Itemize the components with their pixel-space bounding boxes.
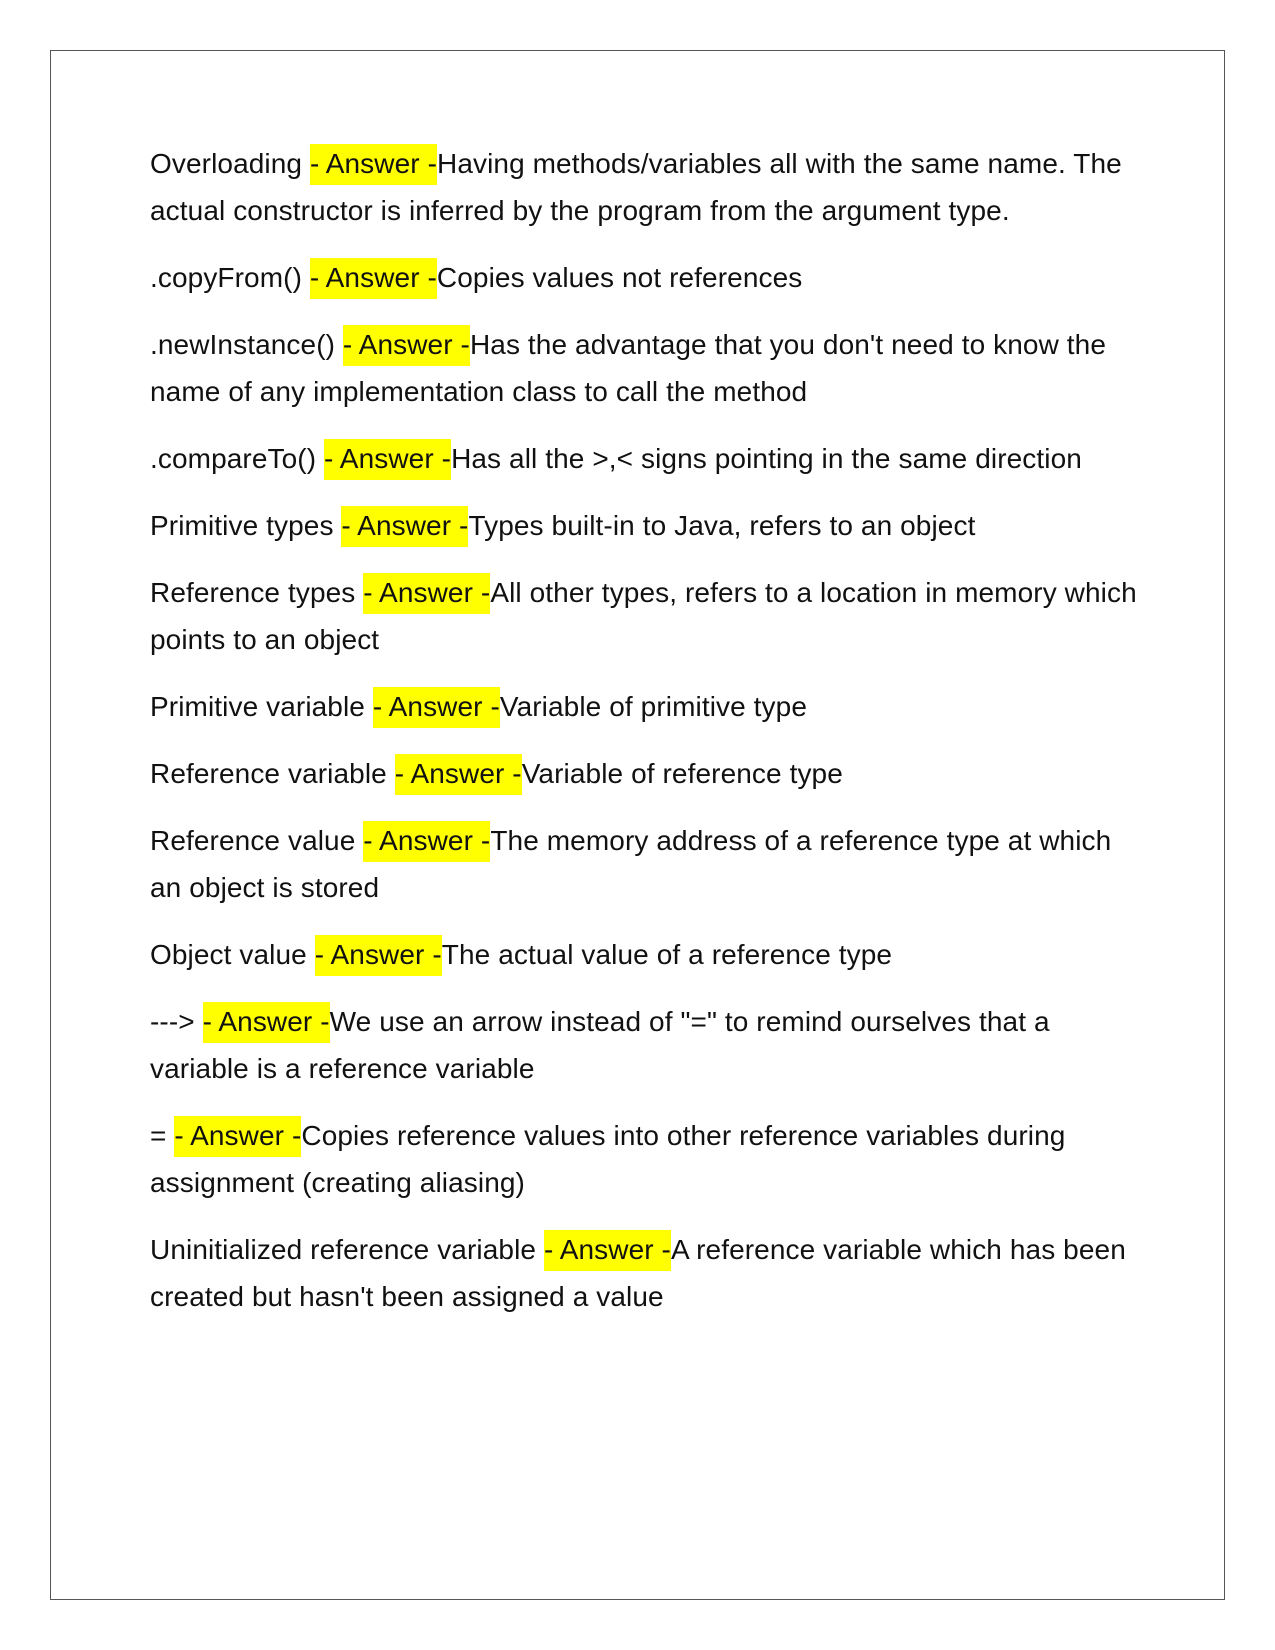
entry-definition: The memory address of a reference type at which an object is stored [150,825,1112,903]
answer-highlight: - Answer - [363,821,490,862]
entry-definition: Having methods/variables all with the same name. The actual constructor is inferred by the program from the argument type. [150,148,1122,226]
entry-object-value [150,931,1140,978]
entry-definition: Has all the >,< signs pointing in the same direction [451,443,1082,474]
entry-term: = [150,1120,175,1151]
entry-compareto [150,435,1140,482]
answer-highlight: - Answer - [310,258,437,299]
document-body [150,140,1140,1340]
answer-highlight: - Answer - [203,1002,330,1043]
entry-term: .newInstance() [150,329,343,360]
entry-term: Object value [150,939,315,970]
answer-highlight: - Answer - [544,1230,671,1271]
answer-highlight: - Answer - [395,754,522,795]
entry-definition: Copies reference values into other reference variables during assignment (creating aliasing) [150,1120,1066,1198]
entry-term: Overloading [150,148,310,179]
entry-reference-variable [150,750,1140,797]
entry-definition: All other types, refers to a location in memory which points to an object [150,577,1137,655]
entry-definition: Variable of reference type [521,758,843,789]
entry-term: Primitive types [150,510,342,541]
answer-highlight: - Answer - [363,573,490,614]
entry-term: Uninitialized reference variable [150,1234,544,1265]
entry-definition: Has the advantage that you don't need to know the name of any implementation class to call the method [150,329,1106,407]
entry-equals [150,1112,1140,1206]
answer-highlight: - Answer - [315,935,442,976]
entry-definition: Variable of primitive type [499,691,807,722]
answer-highlight: - Answer - [343,325,470,366]
answer-highlight: - Answer - [324,439,451,480]
entry-definition: We use an arrow instead of "=" to remind ourselves that a variable is a reference variable [150,1006,1050,1084]
entry-term: Reference types [150,577,364,608]
entry-copyfrom [150,254,1140,301]
entry-term: ---> [150,1006,203,1037]
entry-term: Reference variable [150,758,395,789]
entry-definition: Copies values not references [436,262,803,293]
entry-reference-types [150,569,1140,663]
entry-overloading [150,140,1140,234]
answer-highlight: - Answer - [310,144,437,185]
entry-definition: Types built-in to Java, refers to an object [468,510,976,541]
entry-primitive-types [150,502,1140,549]
entry-term: .copyFrom() [150,262,310,293]
entry-uninitialized-reference-variable [150,1226,1140,1320]
entry-definition: The actual value of a reference type [441,939,893,970]
entry-definition: A reference variable which has been created but hasn't been assigned a value [150,1234,1126,1312]
answer-highlight: - Answer - [341,506,468,547]
entry-term: Primitive variable [150,691,373,722]
entry-arrow [150,998,1140,1092]
entry-newinstance [150,321,1140,415]
entry-term: .compareTo() [150,443,325,474]
entry-primitive-variable [150,683,1140,730]
answer-highlight: - Answer - [174,1116,301,1157]
entry-term: Reference value [150,825,364,856]
answer-highlight: - Answer - [373,687,500,728]
entry-reference-value [150,817,1140,911]
